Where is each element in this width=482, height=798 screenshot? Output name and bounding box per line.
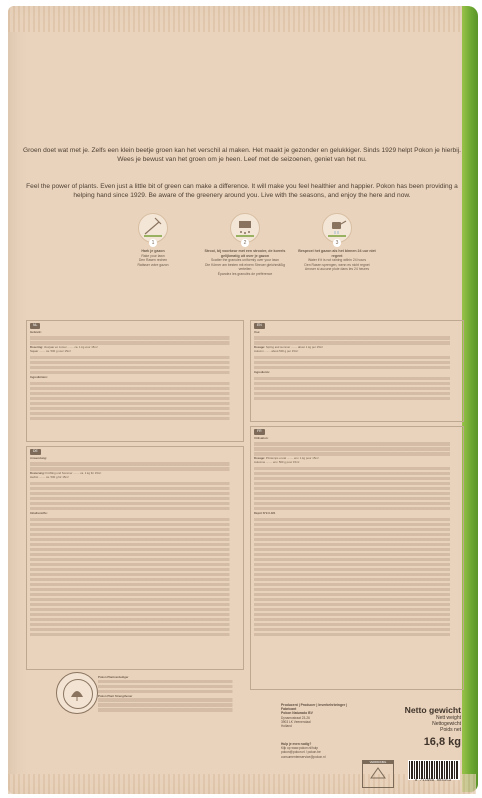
fr-printemps: Printemps et été ........ env. 1 kg pour 15m² [265,456,319,461]
recycle-icon [363,764,393,784]
fr-depot: Dépôt N°2-0-021 [254,510,276,515]
nl-gebruik-label: Gebruik: [30,329,42,334]
nl-dosering-label: Dosering: [30,345,44,350]
step-1-line2: Den Rasen rechen [138,258,168,263]
fr-automne: Automne ........ env. 500 g pour 15m² [254,460,300,465]
panel-nl [30,323,238,422]
step-3-line1: Water if it is not raining within 24 hours [307,258,367,263]
watering-can-icon [322,213,352,243]
help-contact [281,742,357,759]
en-ingredients-label: Ingredients: [254,369,271,374]
tag-fr: FR [254,429,265,435]
tag-de: DE [30,449,41,455]
pokon-info-subtitle: Pokon Plant Strengthener [98,693,133,698]
de-anwendung-label: Anwendung: [30,455,47,460]
nl-ingredients-label: Ingrediënten: [30,374,48,379]
step-3-line2: Den Rasen sprengen, wenn es nicht regnet [304,262,370,267]
intro-english [22,183,462,200]
bag-top-seam [8,6,476,32]
contact-line2: pokon@pokon.nl / pokon.be [281,750,321,755]
pokon-quality-seal [56,672,98,714]
pokon-info [98,676,238,713]
fr-dosage-label: Dosage: [254,456,266,461]
step-1 [110,213,196,267]
net-weight-value: 16,8 kg [423,736,461,748]
de-dosierung-label: Dosierung: [30,471,45,476]
packaging-recycle-box [362,760,394,788]
nl-voorjaar: Voorjaar en zomer ........ ca. 1 kg voor 15m² [43,345,98,350]
usage-steps [110,213,380,283]
packaging-label: VERPAKKING [363,761,393,764]
panel-en [254,323,458,402]
de-fruhling: Frühling und Sommer ........ ca. 1 kg für 15m² [45,471,102,476]
step-1-line3: Ratisser votre gazon [137,262,169,267]
producer-head: Producent | Producer | Inverkehrbringer | Fabricant [281,703,348,712]
bag-bottom-seam [8,774,476,794]
barcode-number: 8 711969 004153 [414,779,451,783]
step-3-line3: Arroser si aucune pluie dans les 24 heures [304,267,370,272]
producer-city: 3903 LK Veenendaal [281,719,311,724]
panel-fr [254,429,458,638]
step-3-title: Besproei het gazon als het binnen 24 uur niet regent [298,249,376,258]
tag-nl: NL [30,323,40,329]
contact-line1: Kijk op www.pokon.nl/hulp [281,746,319,751]
fr-utilisation-label: Utilisation: [254,435,269,440]
step-2-line3: Épandez les granulés de préférence [217,271,273,276]
net-weight-block [361,705,461,749]
intro-english-text: Feel the power of plants. Even just a little bit of green can make a difference. It will make you feel healthier and happier. Pokon has been providing a helping hand since 1929. Be aware of the greenery around you. Live with the seasons, and enjoy the here and now. [26,183,458,199]
en-autumn: Autumn ........ about 500 g per 15m² [254,349,299,354]
intro-dutch [22,147,462,164]
en-dosage-label: Dosage: [254,345,266,350]
step-2-title: Strooi, bij voorkeur met een strooier, de korrels gelijkmatig uit over je gazon [204,249,286,258]
step-3 [294,213,380,272]
intro-dutch-text: Groen doet wat met je. Zelfs een klein beetje groen kan het verschil al maken. Het maakt je gezonder en gelukkiger. Sinds 1929 helpt Pokon je hierbij. Wees je bewust van het groen om je heen. Leef met de seizoenen, geniet van het nu. [22,147,461,163]
step-2-line2: Die Körner am besten mit einem Streuer gleichmäßig verteilen [205,262,285,272]
bag-green-edge [462,6,478,792]
panel-de [30,449,238,638]
en-spring: Spring and summer ........ about 1 kg per 15m² [265,345,324,350]
net-weight-nl: Netto gewicht [404,705,461,715]
pokon-info-title: Pokon Plantverdediger [98,675,129,679]
step-2-number: 2 [241,239,249,247]
net-weight-fr: Poids net [440,727,461,733]
net-weight-de: Nettogewicht [432,721,461,727]
producer-name: Pokon Naturado BV [281,711,313,716]
rake-icon [138,213,168,243]
contact-head: Hulp je even nodig? [281,742,312,746]
tag-en: EN [254,323,265,329]
de-inhalt-label: Inhaltsstoffe: [30,510,48,515]
contact-line3: consumentenservice@pokon.nl [281,754,326,759]
en-use-label: Use: [254,329,261,334]
net-weight-en: Nett weight [435,715,461,721]
step-1-line1: Rake your lawn [141,253,165,258]
de-herbst: Herbst ........ ca. 500 g für 15m² [30,475,69,480]
producer-country: Holland [281,724,292,729]
step-3-number: 3 [333,239,341,247]
step-1-number: 1 [149,239,157,247]
step-2 [202,213,288,277]
step-2-line1: Scatter the granules uniformly over your lawn [210,258,280,263]
spreader-icon [230,213,260,243]
barcode [408,760,460,780]
nl-najaar: Najaar ........ ca. 500 g voor 15m² [30,349,71,354]
producer-address [281,703,357,728]
producer-street: Dynamostraat 23-26 [281,715,310,720]
step-1-title: Hark je gazon [141,249,165,253]
